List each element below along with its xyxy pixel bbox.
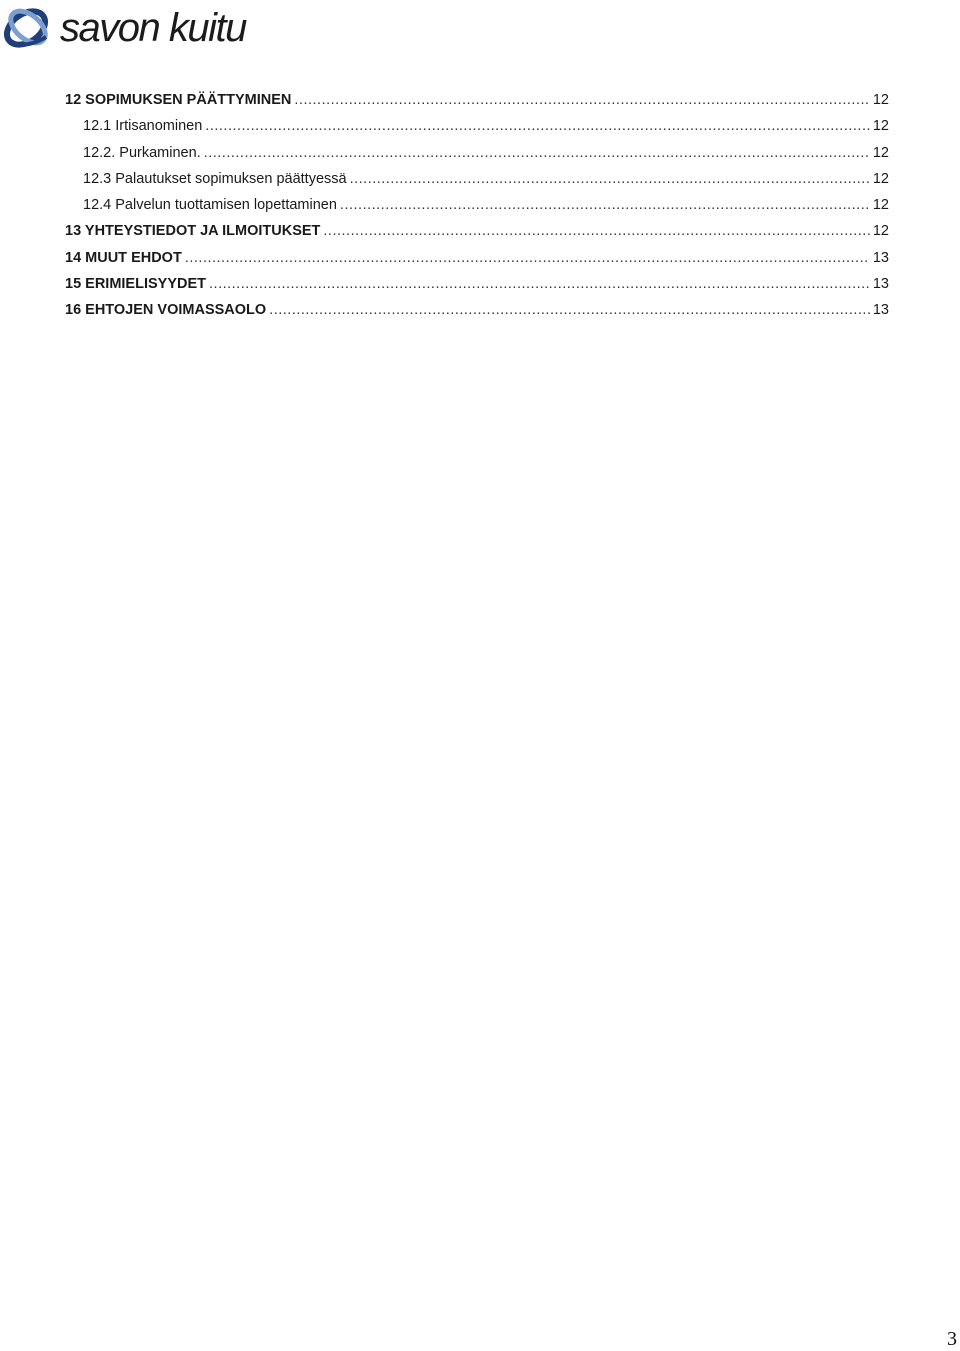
toc-entry[interactable] <box>65 248 889 274</box>
toc-entry-label: 12 SOPIMUKSEN PÄÄTTYMINEN <box>65 92 292 108</box>
toc-entry-label: 12.3 Palautukset sopimuksen päättyessä <box>83 170 347 187</box>
toc-entry-page: 12 <box>872 118 889 135</box>
toc-entry[interactable] <box>65 274 889 300</box>
toc-entry-label: 12.4 Palvelun tuottamisen lopettaminen <box>83 197 337 214</box>
toc-dot-leader <box>204 143 870 163</box>
toc-entry-page: 12 <box>872 197 889 214</box>
toc-entry[interactable] <box>65 90 889 116</box>
toc-entry[interactable] <box>65 143 889 169</box>
toc-dot-leader <box>294 90 869 110</box>
toc-entry[interactable] <box>65 116 889 142</box>
toc-dot-leader <box>209 274 870 294</box>
table-of-contents <box>65 90 889 327</box>
swirl-logo-icon <box>2 3 54 53</box>
toc-entry-page: 12 <box>872 144 889 161</box>
toc-entry[interactable] <box>65 221 889 247</box>
toc-dot-leader <box>323 221 869 241</box>
toc-entry-page: 13 <box>872 276 889 293</box>
page-number: 3 <box>947 1328 957 1350</box>
toc-entry[interactable] <box>65 300 889 326</box>
toc-dot-leader <box>340 195 870 215</box>
toc-entry[interactable] <box>65 169 889 195</box>
toc-dot-leader <box>205 116 870 136</box>
toc-entry-page: 12 <box>872 92 889 108</box>
toc-entry-page: 13 <box>872 302 889 319</box>
toc-entry-page: 13 <box>872 249 889 266</box>
toc-entry-label: 13 YHTEYSTIEDOT JA ILMOITUKSET <box>65 223 321 240</box>
toc-entry-label: 16 EHTOJEN VOIMASSAOLO <box>65 302 267 319</box>
toc-entry[interactable] <box>65 195 889 221</box>
toc-entry-label: 12.2. Purkaminen. <box>83 144 201 161</box>
toc-entry-label: 12.1 Irtisanominen <box>83 118 203 135</box>
company-logo <box>2 3 262 53</box>
toc-entry-page: 12 <box>872 223 889 240</box>
toc-dot-leader <box>350 169 870 189</box>
toc-entry-label: 14 MUUT EHDOT <box>65 249 182 266</box>
toc-dot-leader <box>269 300 870 320</box>
toc-entry-label: 15 ERIMIELISYYDET <box>65 276 207 293</box>
toc-entry-page: 12 <box>872 170 889 187</box>
logo-wordmark: savon kuitu <box>60 6 246 50</box>
toc-dot-leader <box>185 248 870 268</box>
